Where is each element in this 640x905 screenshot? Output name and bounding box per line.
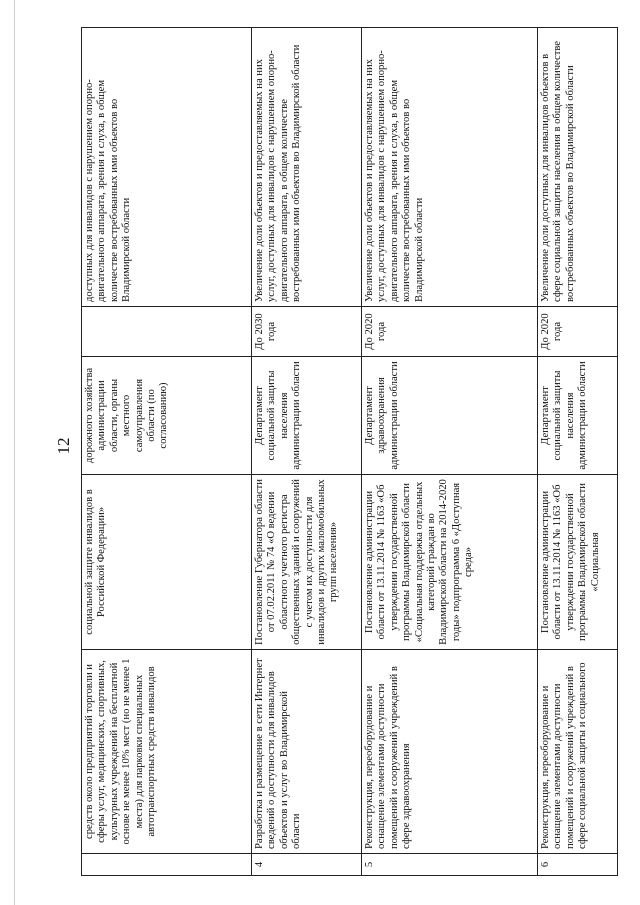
measure-name: Разработка и размещение в сети Интернет сведений о доступности для инвалидов объектов и услуг во Владимирской области [252,650,362,854]
row-number [82,854,252,876]
legal-document: Постановление администрации области от 13.11.2014 № 1163 «Об утверждении государственной программы Владимирской области «Социальная [538,475,618,650]
table-row [362,28,538,876]
legal-document: социальной защите инвалидов в Российской Федерации» [82,475,252,650]
executor: дорожного хозяйства администрации области, органы местного самоуправления области (по согласованию) [82,357,252,475]
row-number: 6 [538,854,618,876]
deadline: До 2020 года [538,307,618,357]
legal-document: Постановление Губернатора области от 07.02.2011 № 74 «О ведении областного учетного регистра общественных зданий и сооружений с учетом их доступности для инвалидов и других маломобильных групп населения» [252,475,362,650]
executor: Департамент здравоохранения администрации области [362,357,538,475]
executor: Департамент социальной защиты населения администрации области [538,357,618,475]
row-number: 5 [362,854,538,876]
scan-edge-line [14,0,15,905]
deadline [82,307,252,357]
table-row [252,28,362,876]
measure-name: средств около предприятий торговли и сферы услуг, медицинских, спортивных, культурных учреждений на бесплатной основе не менее 10% мест (но не менее 1 места) для парковки специальных автотранспортных средств инвалидов [82,650,252,854]
legal-document: Постановление администрации области от 13.11.2014 № 1163 «Об утверждении государственной программы Владимирской области «Социальная поддержка отдельных категорий граждан во Владимирской области на 2014-2020 годы» подпрограмма 6 «Доступная среда» [362,475,538,650]
row-number: 4 [252,854,362,876]
measure-name: Реконструкция, переоборудование и оснащение элементами доступности помещений и сооружений учреждений в сфере социальной защиты и социального [538,650,618,854]
executor: Департамент социальной защиты населения администрации области [252,357,362,475]
table-row [538,28,618,876]
rotated-table-container [81,28,617,876]
expected-result: Увеличение доли объектов и предоставляемых на них услуг, доступных для инвалидов с нарушением опорно-двигательного аппарата, в общем количестве востребованных ими объектов во Владимирской области [252,28,362,307]
expected-result: Увеличение доли доступных для инвалидов объектов в сфере социальной защиты населения в общем количестве востребованных объектов во Владимирской области [538,28,618,307]
deadline: До 2030 года [252,307,362,357]
expected-result: доступных для инвалидов с нарушением опорно-двигательного аппарата, зрения и слуха, в общем количестве востребованных ими объектов во Владимирской области [82,28,252,307]
measure-name: Реконструкция, переоборудование и оснащение элементами доступности помещений и сооружений учреждений в сфере здравоохранения [362,650,538,854]
deadline: До 2020 года [362,307,538,357]
page-number: 12 [54,437,73,455]
measures-table [81,27,618,876]
expected-result: Увеличение доли объектов и предоставляемых на них услуг, доступных для инвалидов с нарушением опорно-двигательного аппарата, зрения и слуха, в общем количестве востребованных ими объектов во Владимирской области [362,28,538,307]
table-row [82,28,252,876]
